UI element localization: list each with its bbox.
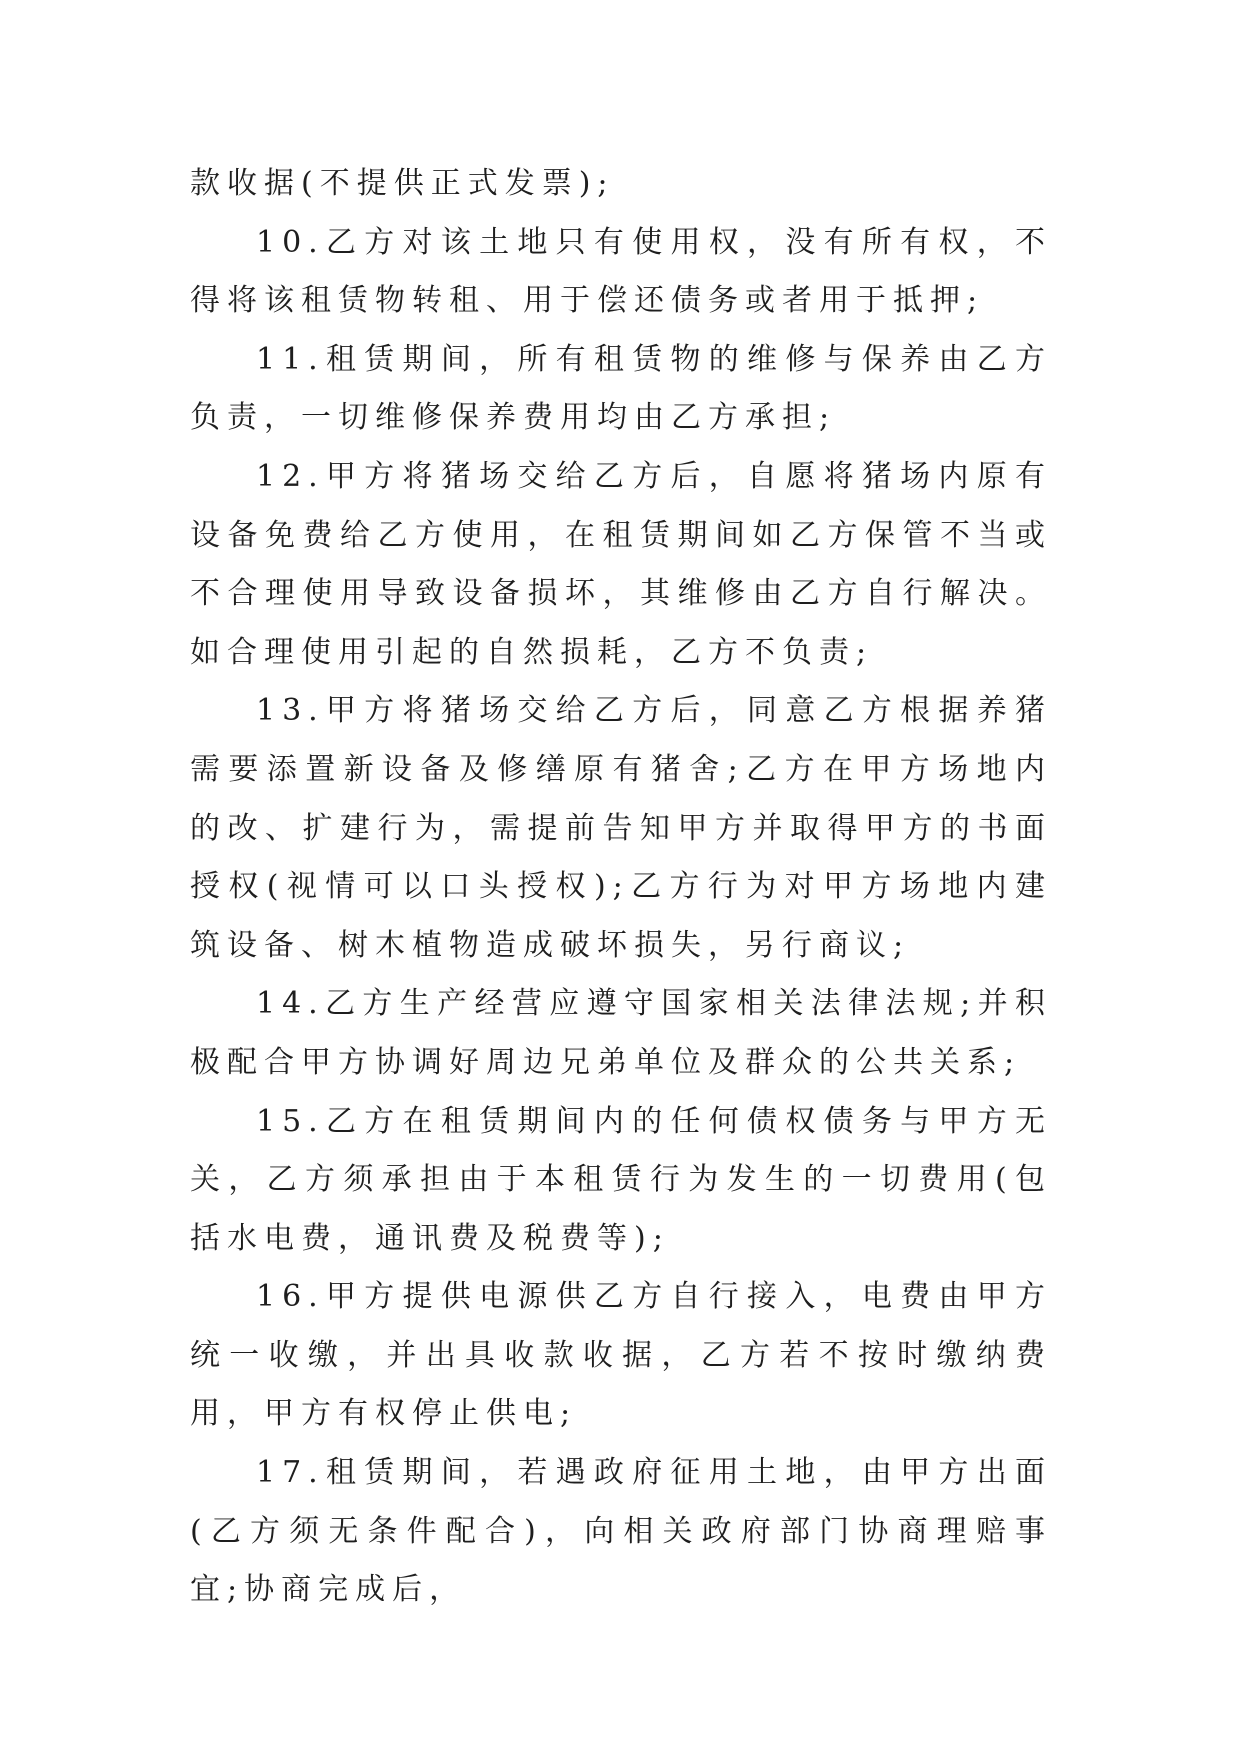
paragraph-clause-10: 10.乙方对该土地只有使用权，没有所有权，不得将该租赁物转租、用于偿还债务或者用于抵押; <box>190 224 1052 319</box>
paragraph-clause-17: 17.租赁期间，若遇政府征用土地，由甲方出面(乙方须无条件配合)，向相关政府部门协商理赔事宜;协商完成后， <box>190 1455 1052 1608</box>
paragraph-clause-11: 11.租赁期间，所有租赁物的维修与保养由乙方负责，一切维修保养费用均由乙方承担; <box>190 341 1052 436</box>
paragraph-clause-12: 12.甲方将猪场交给乙方后，自愿将猪场内原有设备免费给乙方使用，在租赁期间如乙方保管不当或不合理使用导致设备损坏，其维修由乙方自行解决。如合理使用引起的自然损耗，乙方不负责; <box>190 458 1052 670</box>
paragraph-clause-14: 14.乙方生产经营应遵守国家相关法律法规;并积极配合甲方协调好周边兄弟单位及群众的公共关系; <box>190 986 1052 1080</box>
paragraph-clause-15: 15.乙方在租赁期间内的任何债权债务与甲方无关，乙方须承担由于本租赁行为发生的一切费用(包括水电费，通讯费及税费等); <box>190 1103 1052 1256</box>
paragraph-receipt-note: 款收据(不提供正式发票); <box>190 166 615 201</box>
paragraph-clause-13: 13.甲方将猪场交给乙方后，同意乙方根据养猪需要添置新设备及修缮原有猪舍;乙方在甲方场地内的改、扩建行为，需提前告知甲方并取得甲方的书面授权(视情可以口头授权);乙方行为对甲方场地内建筑设备、树木植物造成破坏损失，另行商议; <box>190 693 1052 963</box>
document-body <box>190 155 1052 1620</box>
paragraph-clause-16: 16.甲方提供电源供乙方自行接入，电费由甲方统一收缴，并出具收款收据，乙方若不按时缴纳费用，甲方有权停止供电; <box>190 1279 1052 1432</box>
